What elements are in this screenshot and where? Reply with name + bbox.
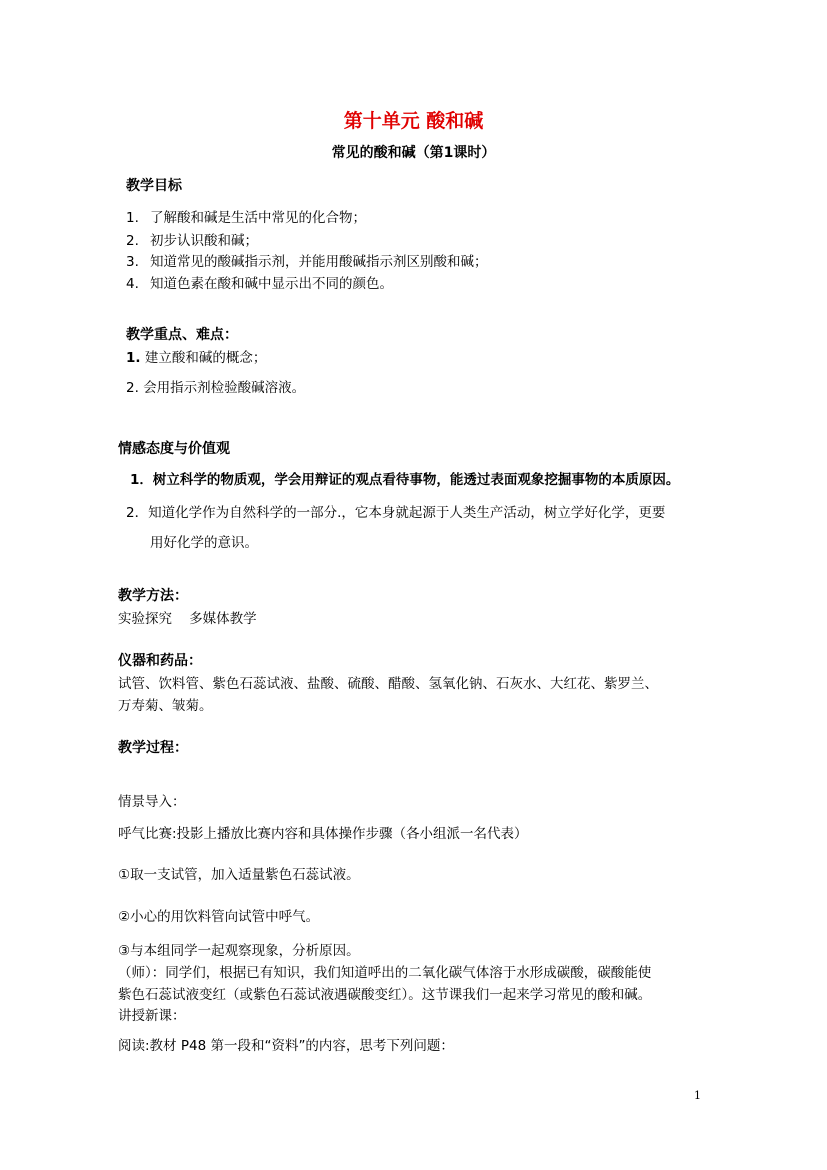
page-title: 第十单元 酸和碱 <box>343 110 484 132</box>
values-heading: 情感态度与价值观 <box>118 441 230 457</box>
process-intro: 情景导入： <box>118 794 186 810</box>
objectives-heading: 教学目标 <box>126 178 182 194</box>
keypoint-item <box>126 346 266 366</box>
objective-text: 初步认识酸和碱； <box>150 233 258 249</box>
process-teacher-line2: 紫色石蕊试液变红（或紫色石蕊试液遇碳酸变红）。这节课我们一起来学习常见的酸和碱。 <box>118 987 652 1003</box>
objective-text: 知道常见的酸碱指示剂，并能用酸碱指示剂区别酸和碱； <box>150 254 488 270</box>
objective-text: 了解酸和碱是生活中常见的化合物； <box>150 210 366 226</box>
objective-num: 1. <box>126 210 139 226</box>
process-contest: 呼气比赛:投影上播放比赛内容和具体操作步骤（各小组派一名代表） <box>118 826 528 842</box>
keypoint-num: 1. <box>126 350 141 366</box>
objective-item <box>126 206 366 226</box>
objective-item <box>126 272 393 292</box>
values-item-1: 1．树立科学的物质观，学会用辩证的观点看待事物，能透过表面观象挖掘事物的本质原因。 <box>130 472 680 488</box>
keypoints-heading: 教学重点、难点： <box>126 327 238 343</box>
keypoint-item <box>126 376 305 396</box>
method-heading: 教学方法： <box>118 588 188 604</box>
objective-num: 3. <box>126 254 139 270</box>
method-text: 实验探究 多媒体教学 <box>118 611 257 627</box>
objective-item <box>126 250 488 270</box>
keypoint-num: 2. <box>126 380 139 396</box>
process-step-2: ②小心的用饮料管向试管中呼气。 <box>118 909 320 925</box>
process-step-1: ①取一支试管，加入适量紫色石蕊试液。 <box>118 867 360 883</box>
values-item-2-line1: 2．知道化学作为自然科学的一部分.，它本身就起源于人类生产活动，树立学好化学，更要 <box>126 505 666 521</box>
objective-num: 2. <box>126 233 139 249</box>
keypoint-text: 会用指示剂检验酸碱溶液。 <box>143 380 306 396</box>
materials-line1: 试管、饮料管、紫色石蕊试液、盐酸、硫酸、醋酸、氢氧化钠、石灰水、大红花、紫罗兰、 <box>118 676 658 692</box>
objective-item <box>126 229 258 249</box>
page-subtitle: 常见的酸和碱（第1课时） <box>331 145 496 161</box>
objective-num: 4. <box>126 276 139 292</box>
objective-text: 知道色素在酸和碱中显示出不同的颜色。 <box>150 276 393 292</box>
process-new-lesson: 讲授新课： <box>118 1008 186 1024</box>
process-step-3: ③与本组同学一起观察现象，分析原因。 <box>118 943 360 959</box>
materials-heading: 仪器和药品： <box>118 653 202 669</box>
process-reading: 阅读:教材 P48 第一段和“资料”的内容，思考下列问题： <box>118 1038 454 1054</box>
process-teacher-line1: （师）：同学们，根据已有知识，我们知道呼出的二氧化碳气体溶于水形成碳酸，碳酸能使 <box>118 965 652 981</box>
materials-line2: 万寿菊、皱菊。 <box>118 698 213 714</box>
page-number: 1 <box>694 1089 701 1102</box>
values-item-2-line2: 用好化学的意识。 <box>150 535 258 551</box>
keypoint-text: 建立酸和碱的概念； <box>144 350 267 366</box>
process-heading: 教学过程： <box>118 740 188 756</box>
